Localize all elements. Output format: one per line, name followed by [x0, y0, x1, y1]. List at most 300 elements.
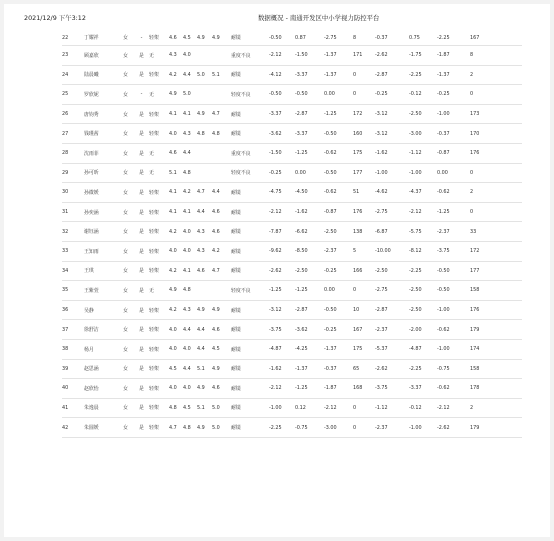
cell-vision-left: 4.8: [183, 418, 197, 438]
cell-sphere-left: -2.50: [375, 261, 409, 281]
cell-vision-left: 4.8: [183, 281, 197, 301]
cell-corrected-left: 5.0: [212, 398, 226, 418]
cell-row-number: 35: [62, 281, 84, 301]
cell-corrected-right: 4.9: [197, 418, 212, 438]
cell-gender: 女: [117, 124, 134, 144]
cell-cylinder-right: -3.62: [295, 320, 324, 340]
cell-vision-left: 4.4: [183, 143, 197, 163]
cell-frame-type: 轻架: [149, 202, 169, 222]
cell-vision-right: 4.2: [169, 300, 183, 320]
cell-axis-left: -0.87: [437, 143, 470, 163]
cell-vision-right: 4.2: [169, 261, 183, 281]
cell-glasses-flag: 是: [134, 339, 149, 359]
cell-axis2-right: 0: [353, 281, 375, 301]
table-row: [62, 183, 522, 203]
cell-cylinder-right: -1.50: [295, 46, 324, 66]
cell-frame-type: 轻架: [149, 300, 169, 320]
cell-axis-right: -1.25: [324, 104, 353, 124]
cell-vision-left: 4.3: [183, 300, 197, 320]
cell-corrected-right: 5.1: [197, 359, 212, 379]
cell-gender: 女: [117, 339, 134, 359]
cell-sphere-left: -1.00: [375, 163, 409, 183]
cell-axis2-left: 2: [470, 398, 522, 418]
cell-axis-left: -0.25: [437, 85, 470, 105]
cell-row-number: 42: [62, 418, 84, 438]
cell-row-number: 26: [62, 104, 84, 124]
cell-row-number: 36: [62, 300, 84, 320]
cell-student-name: 谢钰涵: [84, 222, 117, 242]
cell-axis-left: -2.62: [437, 418, 470, 438]
cell-frame-type: 无: [149, 163, 169, 183]
cell-student-name: 赵欣怡: [84, 379, 117, 399]
cell-glasses-flag: 是: [134, 104, 149, 124]
cell-vision-right: 5.1: [169, 163, 183, 183]
cell-gender: 女: [117, 379, 134, 399]
cell-vision-status: 耐镜: [231, 418, 269, 438]
cell-axis2-right: 0: [353, 398, 375, 418]
cell-axis-right: 0.00: [324, 281, 353, 301]
cell-axis-right: -1.87: [324, 379, 353, 399]
cell-frame-type: 轻架: [149, 418, 169, 438]
cell-cylinder-right: -8.50: [295, 241, 324, 261]
cell-gender: 女: [117, 104, 134, 124]
cell-cylinder-right: -2.87: [295, 300, 324, 320]
cell-corrected-left: 5.0: [212, 418, 226, 438]
cell-axis2-left: 174: [470, 339, 522, 359]
cell-student-name: 徐舒洁: [84, 320, 117, 340]
cell-axis-right: 0.00: [324, 85, 353, 105]
cell-row-number: 27: [62, 124, 84, 144]
cell-glasses-flag: 是: [134, 46, 149, 66]
cell-cylinder-right: -1.62: [295, 202, 324, 222]
cell-frame-type: 无: [149, 281, 169, 301]
cell-axis2-right: 10: [353, 300, 375, 320]
cell-frame-type: 轻架: [149, 398, 169, 418]
cell-vision-left: 4.1: [183, 202, 197, 222]
cell-axis2-right: 5: [353, 241, 375, 261]
cell-glasses-flag: 是: [134, 398, 149, 418]
cell-axis-right: -0.37: [324, 359, 353, 379]
cell-glasses-flag: -: [134, 30, 149, 46]
cell-vision-status: 耐镜: [231, 359, 269, 379]
cell-sphere-left: -10.00: [375, 241, 409, 261]
cell-cylinder-left: -2.50: [409, 104, 437, 124]
cell-sphere-left: -0.25: [375, 85, 409, 105]
cell-frame-type: 轻架: [149, 359, 169, 379]
cell-axis-right: -0.25: [324, 261, 353, 281]
cell-axis-right: -2.12: [324, 398, 353, 418]
cell-sphere-right: -9.62: [269, 241, 295, 261]
cell-row-number: 39: [62, 359, 84, 379]
cell-axis2-right: 0: [353, 65, 375, 85]
cell-frame-type: 轻架: [149, 104, 169, 124]
cell-axis-left: -0.75: [437, 359, 470, 379]
cell-cylinder-right: -4.50: [295, 183, 324, 203]
cell-axis2-right: 160: [353, 124, 375, 144]
cell-cylinder-right: -2.87: [295, 104, 324, 124]
cell-row-number: 34: [62, 261, 84, 281]
cell-gender: 女: [117, 359, 134, 379]
cell-axis2-right: 51: [353, 183, 375, 203]
cell-gender: 女: [117, 183, 134, 203]
cell-corrected-left: [212, 281, 226, 301]
cell-axis2-left: 167: [470, 30, 522, 46]
cell-glasses-flag: 是: [134, 241, 149, 261]
table-row: [62, 300, 522, 320]
cell-corrected-right: 4.6: [197, 261, 212, 281]
cell-row-number: 24: [62, 65, 84, 85]
cell-gender: 女: [117, 30, 134, 46]
cell-sphere-right: -4.87: [269, 339, 295, 359]
cell-student-name: 罗欣妮: [84, 85, 117, 105]
cell-corrected-right: 4.4: [197, 339, 212, 359]
cell-gender: 女: [117, 241, 134, 261]
cell-corrected-right: 4.9: [197, 379, 212, 399]
cell-corrected-left: 4.9: [212, 30, 226, 46]
cell-corrected-right: 5.1: [197, 398, 212, 418]
cell-corrected-left: 4.4: [212, 183, 226, 203]
cell-axis-left: -2.37: [437, 222, 470, 242]
cell-corrected-right: [197, 85, 212, 105]
cell-sphere-left: -2.37: [375, 418, 409, 438]
cell-vision-left: 5.0: [183, 85, 197, 105]
cell-axis2-right: 138: [353, 222, 375, 242]
cell-axis-right: -2.50: [324, 222, 353, 242]
cell-cylinder-left: -0.12: [409, 398, 437, 418]
cell-sphere-left: -3.75: [375, 379, 409, 399]
cell-corrected-right: 4.4: [197, 320, 212, 340]
cell-sphere-left: -3.12: [375, 104, 409, 124]
cell-corrected-left: 4.9: [212, 300, 226, 320]
cell-axis2-right: 175: [353, 339, 375, 359]
cell-sphere-right: -3.62: [269, 124, 295, 144]
cell-axis-right: -0.62: [324, 143, 353, 163]
cell-gender: 女: [117, 281, 134, 301]
cell-vision-right: 4.0: [169, 241, 183, 261]
cell-cylinder-left: -4.37: [409, 183, 437, 203]
cell-gender: 女: [117, 320, 134, 340]
cell-axis-right: -0.87: [324, 202, 353, 222]
cell-vision-left: 4.0: [183, 222, 197, 242]
cell-vision-right: 4.0: [169, 320, 183, 340]
cell-vision-right: 4.0: [169, 379, 183, 399]
cell-axis2-left: 2: [470, 65, 522, 85]
cell-axis2-left: 33: [470, 222, 522, 242]
cell-cylinder-left: -1.75: [409, 46, 437, 66]
cell-student-name: 朱圆媛: [84, 418, 117, 438]
cell-cylinder-right: -1.25: [295, 281, 324, 301]
cell-frame-type: 无: [149, 85, 169, 105]
cell-cylinder-right: -4.25: [295, 339, 324, 359]
cell-glasses-flag: 是: [134, 163, 149, 183]
cell-cylinder-right: -1.37: [295, 359, 324, 379]
cell-axis-left: -0.62: [437, 183, 470, 203]
cell-axis2-left: 158: [470, 281, 522, 301]
table-row: [62, 359, 522, 379]
cell-axis2-right: 166: [353, 261, 375, 281]
cell-student-name: 王知雨: [84, 241, 117, 261]
cell-row-number: 23: [62, 46, 84, 66]
cell-corrected-right: [197, 163, 212, 183]
cell-axis-left: -3.75: [437, 241, 470, 261]
cell-vision-right: 4.0: [169, 339, 183, 359]
cell-axis2-left: 176: [470, 300, 522, 320]
cell-axis2-left: 172: [470, 241, 522, 261]
cell-sphere-right: -1.00: [269, 398, 295, 418]
cell-sphere-right: -1.50: [269, 143, 295, 163]
cell-gender: 女: [117, 418, 134, 438]
cell-glasses-flag: 是: [134, 300, 149, 320]
cell-vision-status: 轻度不良: [231, 281, 269, 301]
cell-axis2-right: 65: [353, 359, 375, 379]
cell-sphere-right: -2.62: [269, 261, 295, 281]
cell-vision-status: 轻度不良: [231, 163, 269, 183]
cell-student-name: 沈雨菲: [84, 143, 117, 163]
cell-sphere-left: -1.12: [375, 398, 409, 418]
cell-axis-right: -1.37: [324, 46, 353, 66]
cell-corrected-right: 4.9: [197, 104, 212, 124]
cell-sphere-right: -2.12: [269, 46, 295, 66]
cell-vision-left: 4.2: [183, 183, 197, 203]
cell-axis-left: -1.00: [437, 300, 470, 320]
cell-glasses-flag: 是: [134, 320, 149, 340]
cell-sphere-left: -2.87: [375, 300, 409, 320]
table-row: [62, 281, 522, 301]
cell-axis2-right: 8: [353, 30, 375, 46]
cell-frame-type: 轻架: [149, 339, 169, 359]
cell-gender: 女: [117, 222, 134, 242]
cell-axis-left: -0.62: [437, 320, 470, 340]
cell-sphere-left: -2.87: [375, 65, 409, 85]
cell-axis-left: -1.25: [437, 202, 470, 222]
cell-student-name: 王紫萱: [84, 281, 117, 301]
cell-vision-status: 轻度不良: [231, 85, 269, 105]
cell-frame-type: 无: [149, 46, 169, 66]
cell-student-name: 丁耀祥: [84, 30, 117, 46]
cell-row-number: 37: [62, 320, 84, 340]
cell-glasses-flag: -: [134, 85, 149, 105]
cell-student-name: 赵思涵: [84, 359, 117, 379]
cell-axis2-right: 168: [353, 379, 375, 399]
cell-glasses-flag: 是: [134, 418, 149, 438]
cell-axis2-left: 178: [470, 379, 522, 399]
cell-cylinder-right: -0.50: [295, 85, 324, 105]
cell-vision-right: 4.8: [169, 398, 183, 418]
cell-axis-left: -0.50: [437, 281, 470, 301]
table-row: [62, 261, 522, 281]
cell-axis2-left: 0: [470, 202, 522, 222]
cell-axis2-left: 0: [470, 85, 522, 105]
cell-sphere-right: -1.62: [269, 359, 295, 379]
cell-vision-status: 耐镜: [231, 104, 269, 124]
table-body: [62, 30, 522, 437]
cell-cylinder-left: -3.37: [409, 379, 437, 399]
vision-data-table: [62, 30, 522, 438]
cell-vision-status: 耐镜: [231, 241, 269, 261]
cell-axis-right: -3.00: [324, 418, 353, 438]
cell-glasses-flag: 是: [134, 65, 149, 85]
table-row: [62, 241, 522, 261]
cell-corrected-left: [212, 85, 226, 105]
cell-axis2-left: 170: [470, 124, 522, 144]
cell-sphere-right: -7.87: [269, 222, 295, 242]
table-row: [62, 30, 522, 46]
cell-axis2-left: 158: [470, 359, 522, 379]
cell-vision-status: 耐镜: [231, 124, 269, 144]
cell-gender: 女: [117, 46, 134, 66]
cell-frame-type: 轻架: [149, 30, 169, 46]
cell-axis-right: -2.37: [324, 241, 353, 261]
cell-vision-status: 重度不良: [231, 143, 269, 163]
cell-sphere-left: -3.12: [375, 124, 409, 144]
cell-student-name: 杨月: [84, 339, 117, 359]
cell-sphere-right: -3.37: [269, 104, 295, 124]
cell-cylinder-left: -1.00: [409, 163, 437, 183]
cell-glasses-flag: 是: [134, 222, 149, 242]
cell-corrected-right: 4.9: [197, 300, 212, 320]
cell-corrected-right: [197, 46, 212, 66]
cell-axis-right: -1.37: [324, 65, 353, 85]
cell-axis-right: -0.50: [324, 163, 353, 183]
cell-axis2-right: 167: [353, 320, 375, 340]
cell-vision-status: 耐镜: [231, 261, 269, 281]
cell-student-name: 王琪: [84, 261, 117, 281]
cell-cylinder-left: -3.00: [409, 124, 437, 144]
cell-cylinder-right: -3.37: [295, 65, 324, 85]
cell-frame-type: 轻架: [149, 320, 169, 340]
cell-row-number: 32: [62, 222, 84, 242]
cell-cylinder-left: -2.50: [409, 281, 437, 301]
table-row: [62, 65, 522, 85]
cell-student-name: 孙微媛: [84, 183, 117, 203]
cell-corrected-right: 4.8: [197, 124, 212, 144]
cell-sphere-right: -0.50: [269, 30, 295, 46]
cell-vision-right: 4.9: [169, 281, 183, 301]
cell-corrected-left: 4.5: [212, 339, 226, 359]
cell-glasses-flag: 是: [134, 202, 149, 222]
cell-cylinder-right: -3.37: [295, 124, 324, 144]
cell-vision-status: 耐镜: [231, 398, 269, 418]
cell-gender: 女: [117, 163, 134, 183]
cell-axis-left: -1.37: [437, 65, 470, 85]
cell-gender: 女: [117, 261, 134, 281]
cell-vision-left: 4.4: [183, 320, 197, 340]
cell-cylinder-left: 0.75: [409, 30, 437, 46]
table-row: [62, 85, 522, 105]
cell-student-name: 孙可昕: [84, 163, 117, 183]
cell-row-number: 22: [62, 30, 84, 46]
cell-vision-status: 耐镜: [231, 65, 269, 85]
cell-axis-right: -0.50: [324, 124, 353, 144]
cell-sphere-right: -0.50: [269, 85, 295, 105]
cell-vision-status: 耐镜: [231, 320, 269, 340]
cell-vision-status: 重度不良: [231, 46, 269, 66]
cell-vision-right: 4.0: [169, 124, 183, 144]
cell-student-name: 顾嘉欣: [84, 46, 117, 66]
cell-glasses-flag: 是: [134, 124, 149, 144]
cell-student-name: 陆晨曦: [84, 65, 117, 85]
cell-axis2-left: 8: [470, 46, 522, 66]
print-header: [4, 4, 550, 24]
cell-frame-type: 轻架: [149, 261, 169, 281]
cell-axis-right: -1.37: [324, 339, 353, 359]
cell-row-number: 40: [62, 379, 84, 399]
cell-cylinder-right: -0.75: [295, 418, 324, 438]
cell-row-number: 29: [62, 163, 84, 183]
cell-row-number: 25: [62, 85, 84, 105]
table-row: [62, 379, 522, 399]
cell-sphere-right: -2.12: [269, 202, 295, 222]
cell-student-name: 唐钧秀: [84, 104, 117, 124]
cell-gender: 女: [117, 300, 134, 320]
cell-sphere-right: -1.25: [269, 281, 295, 301]
cell-cylinder-left: -5.75: [409, 222, 437, 242]
cell-glasses-flag: 是: [134, 359, 149, 379]
cell-axis-left: -1.00: [437, 339, 470, 359]
cell-cylinder-left: -2.25: [409, 359, 437, 379]
cell-sphere-left: -2.75: [375, 281, 409, 301]
cell-corrected-left: [212, 163, 226, 183]
cell-axis2-left: 177: [470, 261, 522, 281]
cell-corrected-right: 5.0: [197, 65, 212, 85]
cell-axis2-right: 175: [353, 143, 375, 163]
cell-student-name: 钱瑾茜: [84, 124, 117, 144]
cell-vision-left: 4.1: [183, 104, 197, 124]
cell-student-name: 朱逸晨: [84, 398, 117, 418]
cell-vision-status: 耐镜: [231, 183, 269, 203]
cell-vision-right: 4.3: [169, 46, 183, 66]
cell-row-number: 30: [62, 183, 84, 203]
cell-cylinder-left: -2.00: [409, 320, 437, 340]
cell-axis-left: -2.25: [437, 30, 470, 46]
cell-glasses-flag: 是: [134, 379, 149, 399]
cell-axis2-right: 172: [353, 104, 375, 124]
cell-vision-status: 耐镜: [231, 339, 269, 359]
cell-cylinder-left: -2.25: [409, 65, 437, 85]
cell-axis2-left: 2: [470, 183, 522, 203]
table-row: [62, 46, 522, 66]
cell-axis2-left: 173: [470, 104, 522, 124]
cell-corrected-right: 4.3: [197, 222, 212, 242]
cell-corrected-left: 4.6: [212, 222, 226, 242]
table-row: [62, 124, 522, 144]
cell-corrected-left: 4.7: [212, 104, 226, 124]
cell-gender: 女: [117, 143, 134, 163]
cell-vision-left: 4.5: [183, 398, 197, 418]
cell-vision-left: 4.0: [183, 379, 197, 399]
cell-corrected-left: 4.2: [212, 241, 226, 261]
cell-vision-left: 4.4: [183, 359, 197, 379]
report-title: 数据概况 - 南通开发区中小学视力防控平台: [258, 14, 380, 22]
cell-frame-type: 轻架: [149, 124, 169, 144]
cell-glasses-flag: 是: [134, 143, 149, 163]
cell-vision-right: 4.9: [169, 85, 183, 105]
cell-cylinder-left: -4.87: [409, 339, 437, 359]
cell-vision-right: 4.6: [169, 30, 183, 46]
cell-corrected-left: 4.9: [212, 359, 226, 379]
cell-vision-right: 4.2: [169, 65, 183, 85]
cell-cylinder-right: -1.25: [295, 379, 324, 399]
cell-cylinder-left: -2.12: [409, 202, 437, 222]
cell-vision-left: 4.0: [183, 46, 197, 66]
cell-gender: 女: [117, 85, 134, 105]
cell-sphere-left: -2.62: [375, 46, 409, 66]
cell-cylinder-left: -1.12: [409, 143, 437, 163]
cell-sphere-left: -2.62: [375, 359, 409, 379]
cell-corrected-right: 4.4: [197, 202, 212, 222]
cell-cylinder-left: -2.50: [409, 300, 437, 320]
cell-vision-right: 4.5: [169, 359, 183, 379]
